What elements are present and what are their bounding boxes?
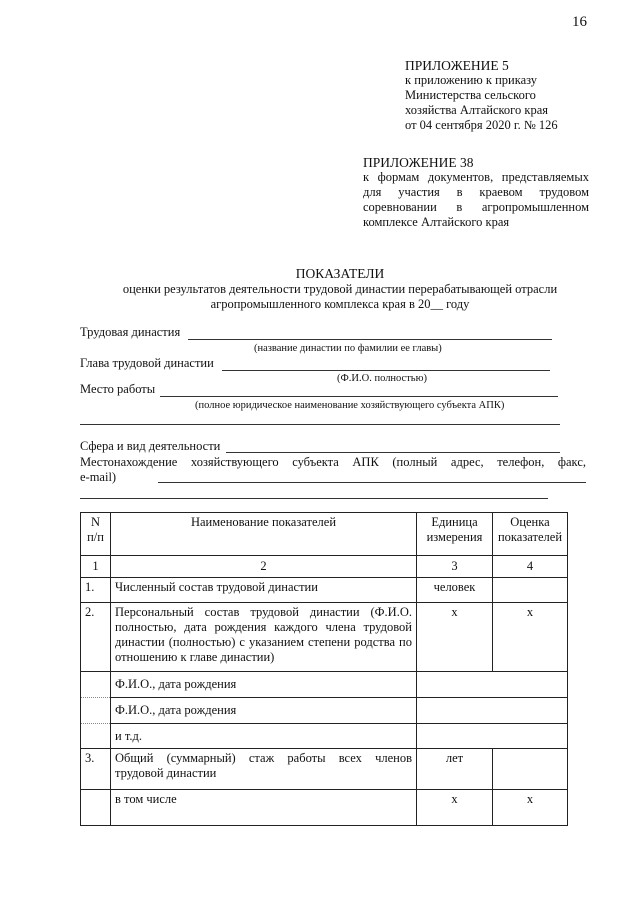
table-row xyxy=(81,578,568,603)
row-unit: лет xyxy=(417,749,493,790)
row-name: и т.д. xyxy=(111,724,417,749)
row-value[interactable] xyxy=(417,698,568,724)
dynasty-head-hint: (Ф.И.О. полностью) xyxy=(337,373,427,384)
header-name: Наименование показателей xyxy=(111,513,417,556)
column-number-row xyxy=(81,556,568,578)
appendix-5-line: от 04 сентября 2020 г. № 126 xyxy=(405,118,558,132)
row-name: Персональный состав трудовой династии (Ф.И.О. полностью, дата рождения каждого члена трудовой династии (полностью) с указанием степени родства по отношению к главе династии) xyxy=(111,603,417,672)
table-row xyxy=(81,672,568,698)
row-name: Ф.И.О., дата рождения xyxy=(111,698,417,724)
table-row xyxy=(81,790,568,826)
dynasty-head-input-line[interactable] xyxy=(222,370,550,371)
location-input-line[interactable] xyxy=(158,482,586,483)
appendix-38-title: ПРИЛОЖЕНИЕ 38 xyxy=(363,155,474,170)
document-heading xyxy=(60,266,620,312)
activity-sphere-label: Сфера и вид деятельности xyxy=(80,439,221,453)
row-num xyxy=(81,790,111,826)
row-num xyxy=(81,672,111,698)
row-unit: х xyxy=(417,790,493,826)
dynasty-label: Трудовая династия xyxy=(80,325,181,339)
location-input-line-2[interactable] xyxy=(80,498,548,499)
dynasty-head-label: Глава трудовой династии xyxy=(80,356,214,370)
indicators-table xyxy=(80,512,568,826)
row-num: 3. xyxy=(81,749,111,790)
column-number: 4 xyxy=(493,556,568,578)
appendix-5-block xyxy=(405,58,558,133)
column-number: 3 xyxy=(417,556,493,578)
appendix-5-line: Министерства сельского xyxy=(405,88,536,102)
workplace-input-line[interactable] xyxy=(160,396,558,397)
heading-title: ПОКАЗАТЕЛИ xyxy=(295,266,385,281)
row-unit: человек xyxy=(417,578,493,603)
table-row xyxy=(81,698,568,724)
header-score: Оценка показателей xyxy=(493,513,568,556)
dynasty-input-line[interactable] xyxy=(188,339,552,340)
location-label: Местонахождение хозяйствующего субъекта АПК (полный адрес, телефон, факс, xyxy=(80,455,586,469)
row-num: 1. xyxy=(81,578,111,603)
workplace-label: Место работы xyxy=(80,382,156,396)
appendix-38-line: комплексе Алтайского края xyxy=(363,215,510,229)
row-name: Общий (суммарный) стаж работы всех членов трудовой династии xyxy=(111,749,417,790)
row-value[interactable] xyxy=(417,672,568,698)
column-number: 1 xyxy=(81,556,111,578)
row-name: Ф.И.О., дата рождения xyxy=(111,672,417,698)
row-unit: х xyxy=(417,603,493,672)
page-number: 16 xyxy=(572,14,587,30)
row-num xyxy=(81,724,111,749)
appendix-5-title: ПРИЛОЖЕНИЕ 5 xyxy=(405,58,509,73)
row-num: 2. xyxy=(81,603,111,672)
appendix-5-line: к приложению к приказу xyxy=(405,73,538,87)
dynasty-hint: (название династии по фамилии ее главы) xyxy=(254,343,442,354)
appendix-38-block xyxy=(363,155,589,230)
column-number: 2 xyxy=(111,556,417,578)
appendix-38-line: для участия в краевом трудовом xyxy=(363,185,589,199)
row-name: Численный состав трудовой династии xyxy=(111,578,417,603)
row-score[interactable] xyxy=(493,578,568,603)
location-label-cont: e-mail) xyxy=(80,470,117,484)
heading-subtitle: агропромышленного комплекса края в 20__ году xyxy=(210,297,470,311)
header-unit: Единица измерения xyxy=(417,513,493,556)
activity-sphere-input-line[interactable] xyxy=(226,452,560,453)
table-row xyxy=(81,603,568,672)
row-value[interactable] xyxy=(417,724,568,749)
appendix-38-line: соревновании в агропромышленном xyxy=(363,200,589,214)
table-row xyxy=(81,749,568,790)
header-num: N п/п xyxy=(81,513,111,556)
heading-subtitle: оценки результатов деятельности трудовой династии перерабатывающей отрасли xyxy=(122,282,558,296)
row-num xyxy=(81,698,111,724)
row-score: х xyxy=(493,790,568,826)
table-row xyxy=(81,724,568,749)
workplace-hint: (полное юридическое наименование хозяйствующего субъекта АПК) xyxy=(195,400,505,411)
table-header-row xyxy=(81,513,568,556)
workplace-input-line-2[interactable] xyxy=(80,424,560,425)
row-score[interactable] xyxy=(493,749,568,790)
appendix-38-line: к формам документов, представляемых xyxy=(363,170,589,184)
appendix-5-line: хозяйства Алтайского края xyxy=(405,103,548,117)
row-score: х xyxy=(493,603,568,672)
row-name: в том числе xyxy=(111,790,417,826)
